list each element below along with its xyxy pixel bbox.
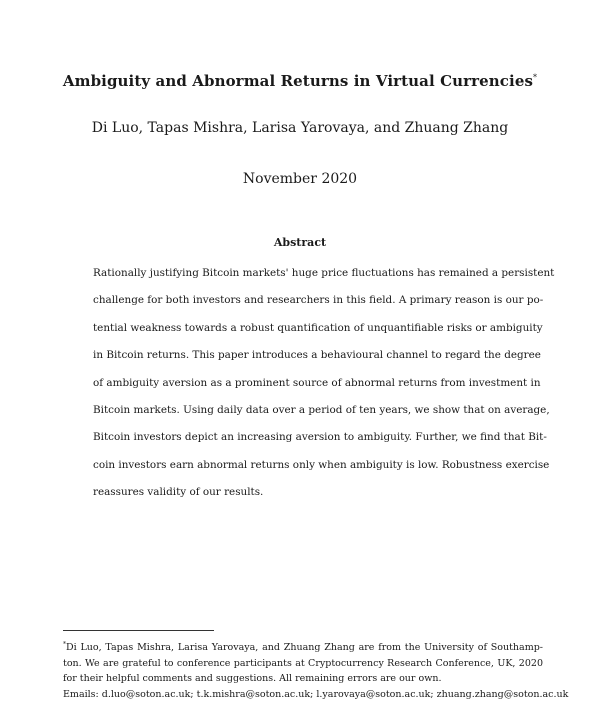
abstract-heading: Abstract: [273, 236, 327, 249]
footnote-line: ton. We are grateful to conference participants at Cryptocurrency Research Conference, UK, 2020: [63, 657, 543, 669]
abstract-line: tential weakness towards a robust quantification of unquantifiable risks or ambiguity: [93, 321, 543, 334]
abstract-line: Bitcoin investors depict an increasing aversion to ambiguity. Further, we find that Bit-: [93, 431, 547, 444]
abstract-line: coin investors earn abnormal returns only when ambiguity is low. Robustness exercise: [93, 458, 550, 471]
abstract-line: in Bitcoin returns. This paper introduces a behavioural channel to regard the degree: [93, 349, 541, 362]
footnote-divider: [63, 630, 214, 631]
footnote-emails: Emails: d.luo@soton.ac.uk; t.k.mishra@soton.ac.uk; l.yarovaya@soton.ac.uk; zhuang.zhang@soton.ac.uk: [63, 688, 569, 700]
footnote-line: for their helpful comments and suggestions. All remaining errors are our own.: [63, 673, 442, 685]
abstract-body: [93, 266, 555, 513]
abstract-line: Rationally justifying Bitcoin markets' huge price fluctuations has remained a persistent: [93, 267, 555, 279]
title-footnote-mark: *: [533, 73, 538, 82]
abstract-line: of ambiguity aversion as a prominent source of abnormal returns from investment in: [93, 376, 541, 389]
abstract-line: challenge for both investors and researchers in this field. A primary reason is our po-: [93, 294, 544, 307]
abstract-line: Bitcoin markets. Using daily data over a period of ten years, we show that on average,: [93, 403, 550, 416]
author-list: Di Luo, Tapas Mishra, Larisa Yarovaya, and Zhuang Zhang: [91, 120, 509, 136]
footnote-line-text: Di Luo, Tapas Mishra, Larisa Yarovaya, and Zhuang Zhang are from the University of Southamp-: [66, 642, 543, 654]
abstract-line: reassures validity of our results.: [93, 486, 264, 499]
footnote-mark: *: [63, 641, 66, 648]
paper-title-text: Ambiguity and Abnormal Returns in Virtual Currencies: [62, 72, 534, 90]
paper-title: [0, 72, 600, 90]
publication-date: November 2020: [242, 171, 358, 187]
footnote-line: [63, 637, 543, 656]
footnote: [63, 637, 569, 702]
